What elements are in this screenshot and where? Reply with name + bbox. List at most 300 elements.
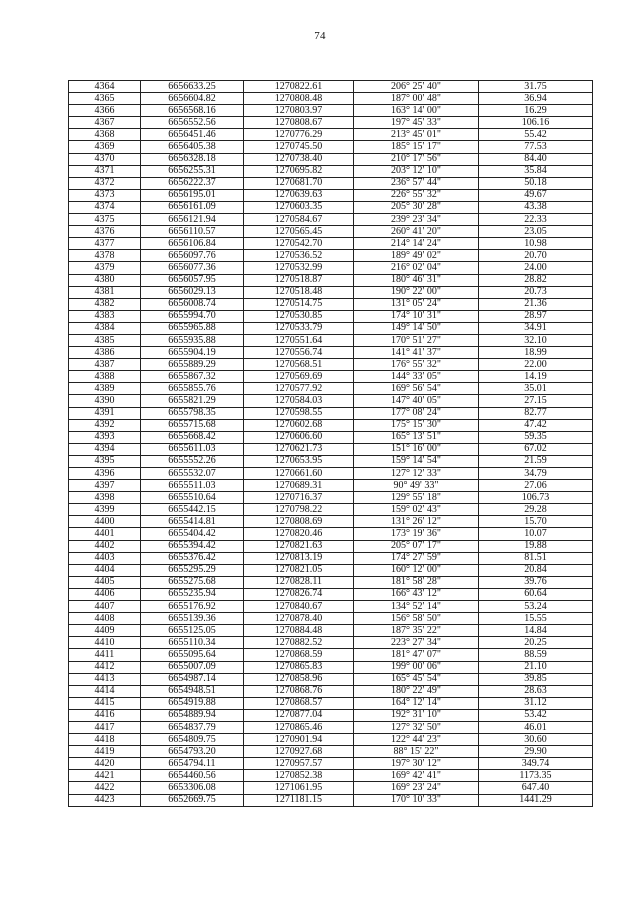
table-row	[69, 613, 593, 625]
bearing-cell: 185° 15' 17"	[354, 141, 479, 153]
y-coordinate-cell: 1270716.37	[244, 492, 354, 504]
distance-cell: 20.25	[479, 637, 593, 649]
table-row	[69, 93, 593, 105]
table-row	[69, 794, 593, 806]
bearing-cell: 239° 23' 34"	[354, 214, 479, 226]
y-coordinate-cell: 1270840.67	[244, 601, 354, 613]
y-coordinate-cell: 1271181.15	[244, 794, 354, 806]
distance-cell: 21.10	[479, 661, 593, 673]
distance-cell: 19.88	[479, 540, 593, 552]
bearing-cell: 177° 08' 24"	[354, 407, 479, 419]
distance-cell: 27.06	[479, 480, 593, 492]
bearing-cell: 189° 49' 02"	[354, 250, 479, 262]
table-row	[69, 334, 593, 346]
bearing-cell: 173° 19' 36"	[354, 528, 479, 540]
x-coordinate-cell: 6656604.82	[141, 93, 244, 105]
y-coordinate-cell: 1270852.38	[244, 770, 354, 782]
bearing-cell: 144° 33' 05"	[354, 371, 479, 383]
x-coordinate-cell: 6654809.75	[141, 734, 244, 746]
y-coordinate-cell: 1270577.92	[244, 383, 354, 395]
x-coordinate-cell: 6656451.46	[141, 129, 244, 141]
bearing-cell: 166° 43' 12"	[354, 588, 479, 600]
distance-cell: 20.73	[479, 286, 593, 298]
x-coordinate-cell: 6655798.35	[141, 407, 244, 419]
distance-cell: 34.91	[479, 322, 593, 334]
bearing-cell: 164° 12' 14"	[354, 697, 479, 709]
table-row	[69, 347, 593, 359]
bearing-cell: 90° 49' 33"	[354, 480, 479, 492]
point-number-cell: 4373	[69, 189, 141, 201]
distance-cell: 647.40	[479, 782, 593, 794]
point-number-cell: 4413	[69, 673, 141, 685]
table-row	[69, 540, 593, 552]
bearing-cell: 190° 22' 00"	[354, 286, 479, 298]
distance-cell: 84.40	[479, 153, 593, 165]
table-row	[69, 201, 593, 213]
y-coordinate-cell: 1270858.96	[244, 673, 354, 685]
x-coordinate-cell: 6656552.56	[141, 117, 244, 129]
y-coordinate-cell: 1270565.45	[244, 226, 354, 238]
distance-cell: 43.38	[479, 201, 593, 213]
bearing-cell: 226° 55' 32"	[354, 189, 479, 201]
x-coordinate-cell: 6655414.81	[141, 516, 244, 528]
x-coordinate-cell: 6656097.76	[141, 250, 244, 262]
table-row	[69, 576, 593, 588]
y-coordinate-cell: 1270865.83	[244, 661, 354, 673]
bearing-cell: 223° 27' 34"	[354, 637, 479, 649]
distance-cell: 1173.35	[479, 770, 593, 782]
point-number-cell: 4377	[69, 238, 141, 250]
y-coordinate-cell: 1270738.40	[244, 153, 354, 165]
bearing-cell: 127° 32' 50"	[354, 721, 479, 733]
x-coordinate-cell: 6655552.26	[141, 455, 244, 467]
point-number-cell: 4380	[69, 274, 141, 286]
distance-cell: 18.99	[479, 347, 593, 359]
y-coordinate-cell: 1270569.69	[244, 371, 354, 383]
table-row	[69, 165, 593, 177]
table-row	[69, 504, 593, 516]
distance-cell: 60.64	[479, 588, 593, 600]
x-coordinate-cell: 6654919.88	[141, 697, 244, 709]
table-row	[69, 105, 593, 117]
y-coordinate-cell: 1270533.79	[244, 322, 354, 334]
distance-cell: 53.42	[479, 709, 593, 721]
distance-cell: 22.33	[479, 214, 593, 226]
table-row	[69, 250, 593, 262]
x-coordinate-cell: 6655442.15	[141, 504, 244, 516]
point-number-cell: 4419	[69, 746, 141, 758]
distance-cell: 23.05	[479, 226, 593, 238]
point-number-cell: 4409	[69, 625, 141, 637]
distance-cell: 1441.29	[479, 794, 593, 806]
table-row	[69, 480, 593, 492]
point-number-cell: 4400	[69, 516, 141, 528]
y-coordinate-cell: 1270820.46	[244, 528, 354, 540]
bearing-cell: 205° 30' 28"	[354, 201, 479, 213]
y-coordinate-cell: 1270868.76	[244, 685, 354, 697]
distance-cell: 29.28	[479, 504, 593, 516]
point-number-cell: 4407	[69, 601, 141, 613]
distance-cell: 35.84	[479, 165, 593, 177]
table-row	[69, 262, 593, 274]
distance-cell: 28.63	[479, 685, 593, 697]
x-coordinate-cell: 6654987.14	[141, 673, 244, 685]
bearing-cell: 205° 07' 17"	[354, 540, 479, 552]
distance-cell: 14.84	[479, 625, 593, 637]
y-coordinate-cell: 1270808.48	[244, 93, 354, 105]
table-row	[69, 455, 593, 467]
table-row	[69, 625, 593, 637]
distance-cell: 39.76	[479, 576, 593, 588]
bearing-cell: 214° 14' 24"	[354, 238, 479, 250]
x-coordinate-cell: 6653306.08	[141, 782, 244, 794]
distance-cell: 21.59	[479, 455, 593, 467]
point-number-cell: 4383	[69, 310, 141, 322]
x-coordinate-cell: 6655394.42	[141, 540, 244, 552]
point-number-cell: 4379	[69, 262, 141, 274]
y-coordinate-cell: 1270878.40	[244, 613, 354, 625]
x-coordinate-cell: 6655139.36	[141, 613, 244, 625]
table-row	[69, 226, 593, 238]
x-coordinate-cell: 6655176.92	[141, 601, 244, 613]
y-coordinate-cell: 1270808.69	[244, 516, 354, 528]
y-coordinate-cell: 1270901.94	[244, 734, 354, 746]
x-coordinate-cell: 6656255.31	[141, 165, 244, 177]
table-row	[69, 468, 593, 480]
x-coordinate-cell: 6656195.01	[141, 189, 244, 201]
point-number-cell: 4366	[69, 105, 141, 117]
table-row	[69, 673, 593, 685]
x-coordinate-cell: 6655715.68	[141, 419, 244, 431]
point-number-cell: 4365	[69, 93, 141, 105]
coordinates-table	[68, 80, 593, 807]
point-number-cell: 4381	[69, 286, 141, 298]
point-number-cell: 4414	[69, 685, 141, 697]
distance-cell: 82.77	[479, 407, 593, 419]
point-number-cell: 4420	[69, 758, 141, 770]
distance-cell: 31.12	[479, 697, 593, 709]
y-coordinate-cell: 1270957.57	[244, 758, 354, 770]
point-number-cell: 4364	[69, 81, 141, 93]
point-number-cell: 4378	[69, 250, 141, 262]
distance-cell: 88.59	[479, 649, 593, 661]
bearing-cell: 160° 12' 00"	[354, 564, 479, 576]
distance-cell: 22.00	[479, 359, 593, 371]
point-number-cell: 4394	[69, 443, 141, 455]
bearing-cell: 180° 22' 49"	[354, 685, 479, 697]
table-row	[69, 528, 593, 540]
y-coordinate-cell: 1270681.70	[244, 177, 354, 189]
table-row	[69, 601, 593, 613]
point-number-cell: 4421	[69, 770, 141, 782]
y-coordinate-cell: 1270828.11	[244, 576, 354, 588]
y-coordinate-cell: 1270808.67	[244, 117, 354, 129]
point-number-cell: 4402	[69, 540, 141, 552]
x-coordinate-cell: 6656121.94	[141, 214, 244, 226]
table-row	[69, 189, 593, 201]
point-number-cell: 4387	[69, 359, 141, 371]
point-number-cell: 4412	[69, 661, 141, 673]
y-coordinate-cell: 1270602.68	[244, 419, 354, 431]
y-coordinate-cell: 1270927.68	[244, 746, 354, 758]
y-coordinate-cell: 1270695.82	[244, 165, 354, 177]
bearing-cell: 170° 10' 33"	[354, 794, 479, 806]
x-coordinate-cell: 6655095.64	[141, 649, 244, 661]
x-coordinate-cell: 6655855.76	[141, 383, 244, 395]
bearing-cell: 236° 57' 44"	[354, 177, 479, 189]
x-coordinate-cell: 6655007.09	[141, 661, 244, 673]
y-coordinate-cell: 1270530.85	[244, 310, 354, 322]
table-row	[69, 649, 593, 661]
bearing-cell: 169° 42' 41"	[354, 770, 479, 782]
table-row	[69, 298, 593, 310]
bearing-cell: 127° 12' 33"	[354, 468, 479, 480]
distance-cell: 106.73	[479, 492, 593, 504]
bearing-cell: 174° 10' 31"	[354, 310, 479, 322]
distance-cell: 20.84	[479, 564, 593, 576]
bearing-cell: 197° 30' 12"	[354, 758, 479, 770]
distance-cell: 21.36	[479, 298, 593, 310]
bearing-cell: 176° 55' 32"	[354, 359, 479, 371]
y-coordinate-cell: 1270532.99	[244, 262, 354, 274]
y-coordinate-cell: 1270868.59	[244, 649, 354, 661]
y-coordinate-cell: 1270865.46	[244, 721, 354, 733]
bearing-cell: 163° 14' 00"	[354, 105, 479, 117]
distance-cell: 50.18	[479, 177, 593, 189]
x-coordinate-cell: 6654889.94	[141, 709, 244, 721]
bearing-cell: 175° 15' 30"	[354, 419, 479, 431]
point-number-cell: 4398	[69, 492, 141, 504]
table-row	[69, 238, 593, 250]
point-number-cell: 4370	[69, 153, 141, 165]
table-row	[69, 419, 593, 431]
bearing-cell: 203° 12' 10"	[354, 165, 479, 177]
distance-cell: 53.24	[479, 601, 593, 613]
point-number-cell: 4385	[69, 334, 141, 346]
distance-cell: 30.60	[479, 734, 593, 746]
coordinates-table-body	[69, 81, 593, 807]
x-coordinate-cell: 6654837.79	[141, 721, 244, 733]
point-number-cell: 4396	[69, 468, 141, 480]
point-number-cell: 4397	[69, 480, 141, 492]
bearing-cell: 181° 58' 28"	[354, 576, 479, 588]
bearing-cell: 165° 45' 54"	[354, 673, 479, 685]
x-coordinate-cell: 6656222.37	[141, 177, 244, 189]
point-number-cell: 4375	[69, 214, 141, 226]
point-number-cell: 4389	[69, 383, 141, 395]
x-coordinate-cell: 6655125.05	[141, 625, 244, 637]
table-row	[69, 516, 593, 528]
bearing-cell: 210° 17' 56"	[354, 153, 479, 165]
point-number-cell: 4367	[69, 117, 141, 129]
x-coordinate-cell: 6656633.25	[141, 81, 244, 93]
table-row	[69, 492, 593, 504]
y-coordinate-cell: 1270518.48	[244, 286, 354, 298]
x-coordinate-cell: 6656161.09	[141, 201, 244, 213]
distance-cell: 29.90	[479, 746, 593, 758]
x-coordinate-cell: 6655275.68	[141, 576, 244, 588]
point-number-cell: 4392	[69, 419, 141, 431]
y-coordinate-cell: 1270877.04	[244, 709, 354, 721]
distance-cell: 15.55	[479, 613, 593, 625]
table-row	[69, 721, 593, 733]
y-coordinate-cell: 1270653.95	[244, 455, 354, 467]
point-number-cell: 4382	[69, 298, 141, 310]
x-coordinate-cell: 6655295.29	[141, 564, 244, 576]
distance-cell: 67.02	[479, 443, 593, 455]
y-coordinate-cell: 1270542.70	[244, 238, 354, 250]
x-coordinate-cell: 6656057.95	[141, 274, 244, 286]
bearing-cell: 213° 45' 01"	[354, 129, 479, 141]
y-coordinate-cell: 1270882.52	[244, 637, 354, 649]
bearing-cell: 181° 47' 07"	[354, 649, 479, 661]
y-coordinate-cell: 1270821.05	[244, 564, 354, 576]
page-number: 74	[314, 30, 326, 42]
bearing-cell: 151° 16' 00"	[354, 443, 479, 455]
bearing-cell: 149° 14' 50"	[354, 322, 479, 334]
point-number-cell: 4405	[69, 576, 141, 588]
y-coordinate-cell: 1270606.60	[244, 431, 354, 443]
y-coordinate-cell: 1270551.64	[244, 334, 354, 346]
table-row	[69, 395, 593, 407]
y-coordinate-cell: 1270536.52	[244, 250, 354, 262]
bearing-cell: 174° 27' 59"	[354, 552, 479, 564]
point-number-cell: 4368	[69, 129, 141, 141]
table-row	[69, 431, 593, 443]
x-coordinate-cell: 6655668.42	[141, 431, 244, 443]
distance-cell: 55.42	[479, 129, 593, 141]
distance-cell: 28.97	[479, 310, 593, 322]
bearing-cell: 187° 00' 48"	[354, 93, 479, 105]
bearing-cell: 206° 25' 40"	[354, 81, 479, 93]
point-number-cell: 4391	[69, 407, 141, 419]
point-number-cell: 4399	[69, 504, 141, 516]
bearing-cell: 197° 45' 33"	[354, 117, 479, 129]
y-coordinate-cell: 1270822.61	[244, 81, 354, 93]
bearing-cell: 169° 23' 24"	[354, 782, 479, 794]
x-coordinate-cell: 6656008.74	[141, 298, 244, 310]
distance-cell: 47.42	[479, 419, 593, 431]
x-coordinate-cell: 6655110.34	[141, 637, 244, 649]
table-row	[69, 371, 593, 383]
point-number-cell: 4416	[69, 709, 141, 721]
table-row	[69, 286, 593, 298]
point-number-cell: 4393	[69, 431, 141, 443]
y-coordinate-cell: 1270584.67	[244, 214, 354, 226]
x-coordinate-cell: 6656405.38	[141, 141, 244, 153]
y-coordinate-cell: 1270821.63	[244, 540, 354, 552]
table-row	[69, 81, 593, 93]
table-row	[69, 322, 593, 334]
distance-cell: 28.82	[479, 274, 593, 286]
point-number-cell: 4422	[69, 782, 141, 794]
table-row	[69, 141, 593, 153]
table-row	[69, 443, 593, 455]
distance-cell: 349.74	[479, 758, 593, 770]
distance-cell: 24.00	[479, 262, 593, 274]
table-row	[69, 661, 593, 673]
y-coordinate-cell: 1270584.03	[244, 395, 354, 407]
distance-cell: 35.01	[479, 383, 593, 395]
x-coordinate-cell: 6655867.32	[141, 371, 244, 383]
y-coordinate-cell: 1271061.95	[244, 782, 354, 794]
distance-cell: 39.85	[479, 673, 593, 685]
distance-cell: 14.19	[479, 371, 593, 383]
point-number-cell: 4390	[69, 395, 141, 407]
bearing-cell: 88° 15' 22"	[354, 746, 479, 758]
table-row	[69, 214, 593, 226]
table-row	[69, 274, 593, 286]
point-number-cell: 4369	[69, 141, 141, 153]
x-coordinate-cell: 6655935.88	[141, 334, 244, 346]
distance-cell: 46.01	[479, 721, 593, 733]
y-coordinate-cell: 1270518.87	[244, 274, 354, 286]
bearing-cell: 134° 52' 14"	[354, 601, 479, 613]
bearing-cell: 169° 56' 54"	[354, 383, 479, 395]
x-coordinate-cell: 6654948.51	[141, 685, 244, 697]
bearing-cell: 147° 40' 05"	[354, 395, 479, 407]
point-number-cell: 4408	[69, 613, 141, 625]
table-row	[69, 782, 593, 794]
distance-cell: 77.53	[479, 141, 593, 153]
point-number-cell: 4415	[69, 697, 141, 709]
y-coordinate-cell: 1270514.75	[244, 298, 354, 310]
x-coordinate-cell: 6656328.18	[141, 153, 244, 165]
x-coordinate-cell: 6654793.20	[141, 746, 244, 758]
table-row	[69, 588, 593, 600]
x-coordinate-cell: 6655376.42	[141, 552, 244, 564]
y-coordinate-cell: 1270884.48	[244, 625, 354, 637]
point-number-cell: 4384	[69, 322, 141, 334]
y-coordinate-cell: 1270689.31	[244, 480, 354, 492]
point-number-cell: 4417	[69, 721, 141, 733]
bearing-cell: 129° 55' 18"	[354, 492, 479, 504]
table-row	[69, 746, 593, 758]
y-coordinate-cell: 1270639.63	[244, 189, 354, 201]
bearing-cell: 260° 41' 20"	[354, 226, 479, 238]
x-coordinate-cell: 6655511.03	[141, 480, 244, 492]
y-coordinate-cell: 1270745.50	[244, 141, 354, 153]
table-row	[69, 685, 593, 697]
x-coordinate-cell: 6655404.42	[141, 528, 244, 540]
bearing-cell: 159° 02' 43"	[354, 504, 479, 516]
table-row	[69, 770, 593, 782]
x-coordinate-cell: 6655904.19	[141, 347, 244, 359]
point-number-cell: 4376	[69, 226, 141, 238]
y-coordinate-cell: 1270598.55	[244, 407, 354, 419]
distance-cell: 27.15	[479, 395, 593, 407]
distance-cell: 32.10	[479, 334, 593, 346]
x-coordinate-cell: 6655889.29	[141, 359, 244, 371]
bearing-cell: 156° 58' 50"	[354, 613, 479, 625]
y-coordinate-cell: 1270568.51	[244, 359, 354, 371]
distance-cell: 34.79	[479, 468, 593, 480]
y-coordinate-cell: 1270803.97	[244, 105, 354, 117]
table-row	[69, 552, 593, 564]
y-coordinate-cell: 1270603.35	[244, 201, 354, 213]
distance-cell: 59.35	[479, 431, 593, 443]
distance-cell: 106.16	[479, 117, 593, 129]
x-coordinate-cell: 6655994.70	[141, 310, 244, 322]
point-number-cell: 4372	[69, 177, 141, 189]
table-row	[69, 697, 593, 709]
x-coordinate-cell: 6654460.56	[141, 770, 244, 782]
x-coordinate-cell: 6655235.94	[141, 588, 244, 600]
point-number-cell: 4401	[69, 528, 141, 540]
x-coordinate-cell: 6655532.07	[141, 468, 244, 480]
point-number-cell: 4411	[69, 649, 141, 661]
distance-cell: 49.67	[479, 189, 593, 201]
